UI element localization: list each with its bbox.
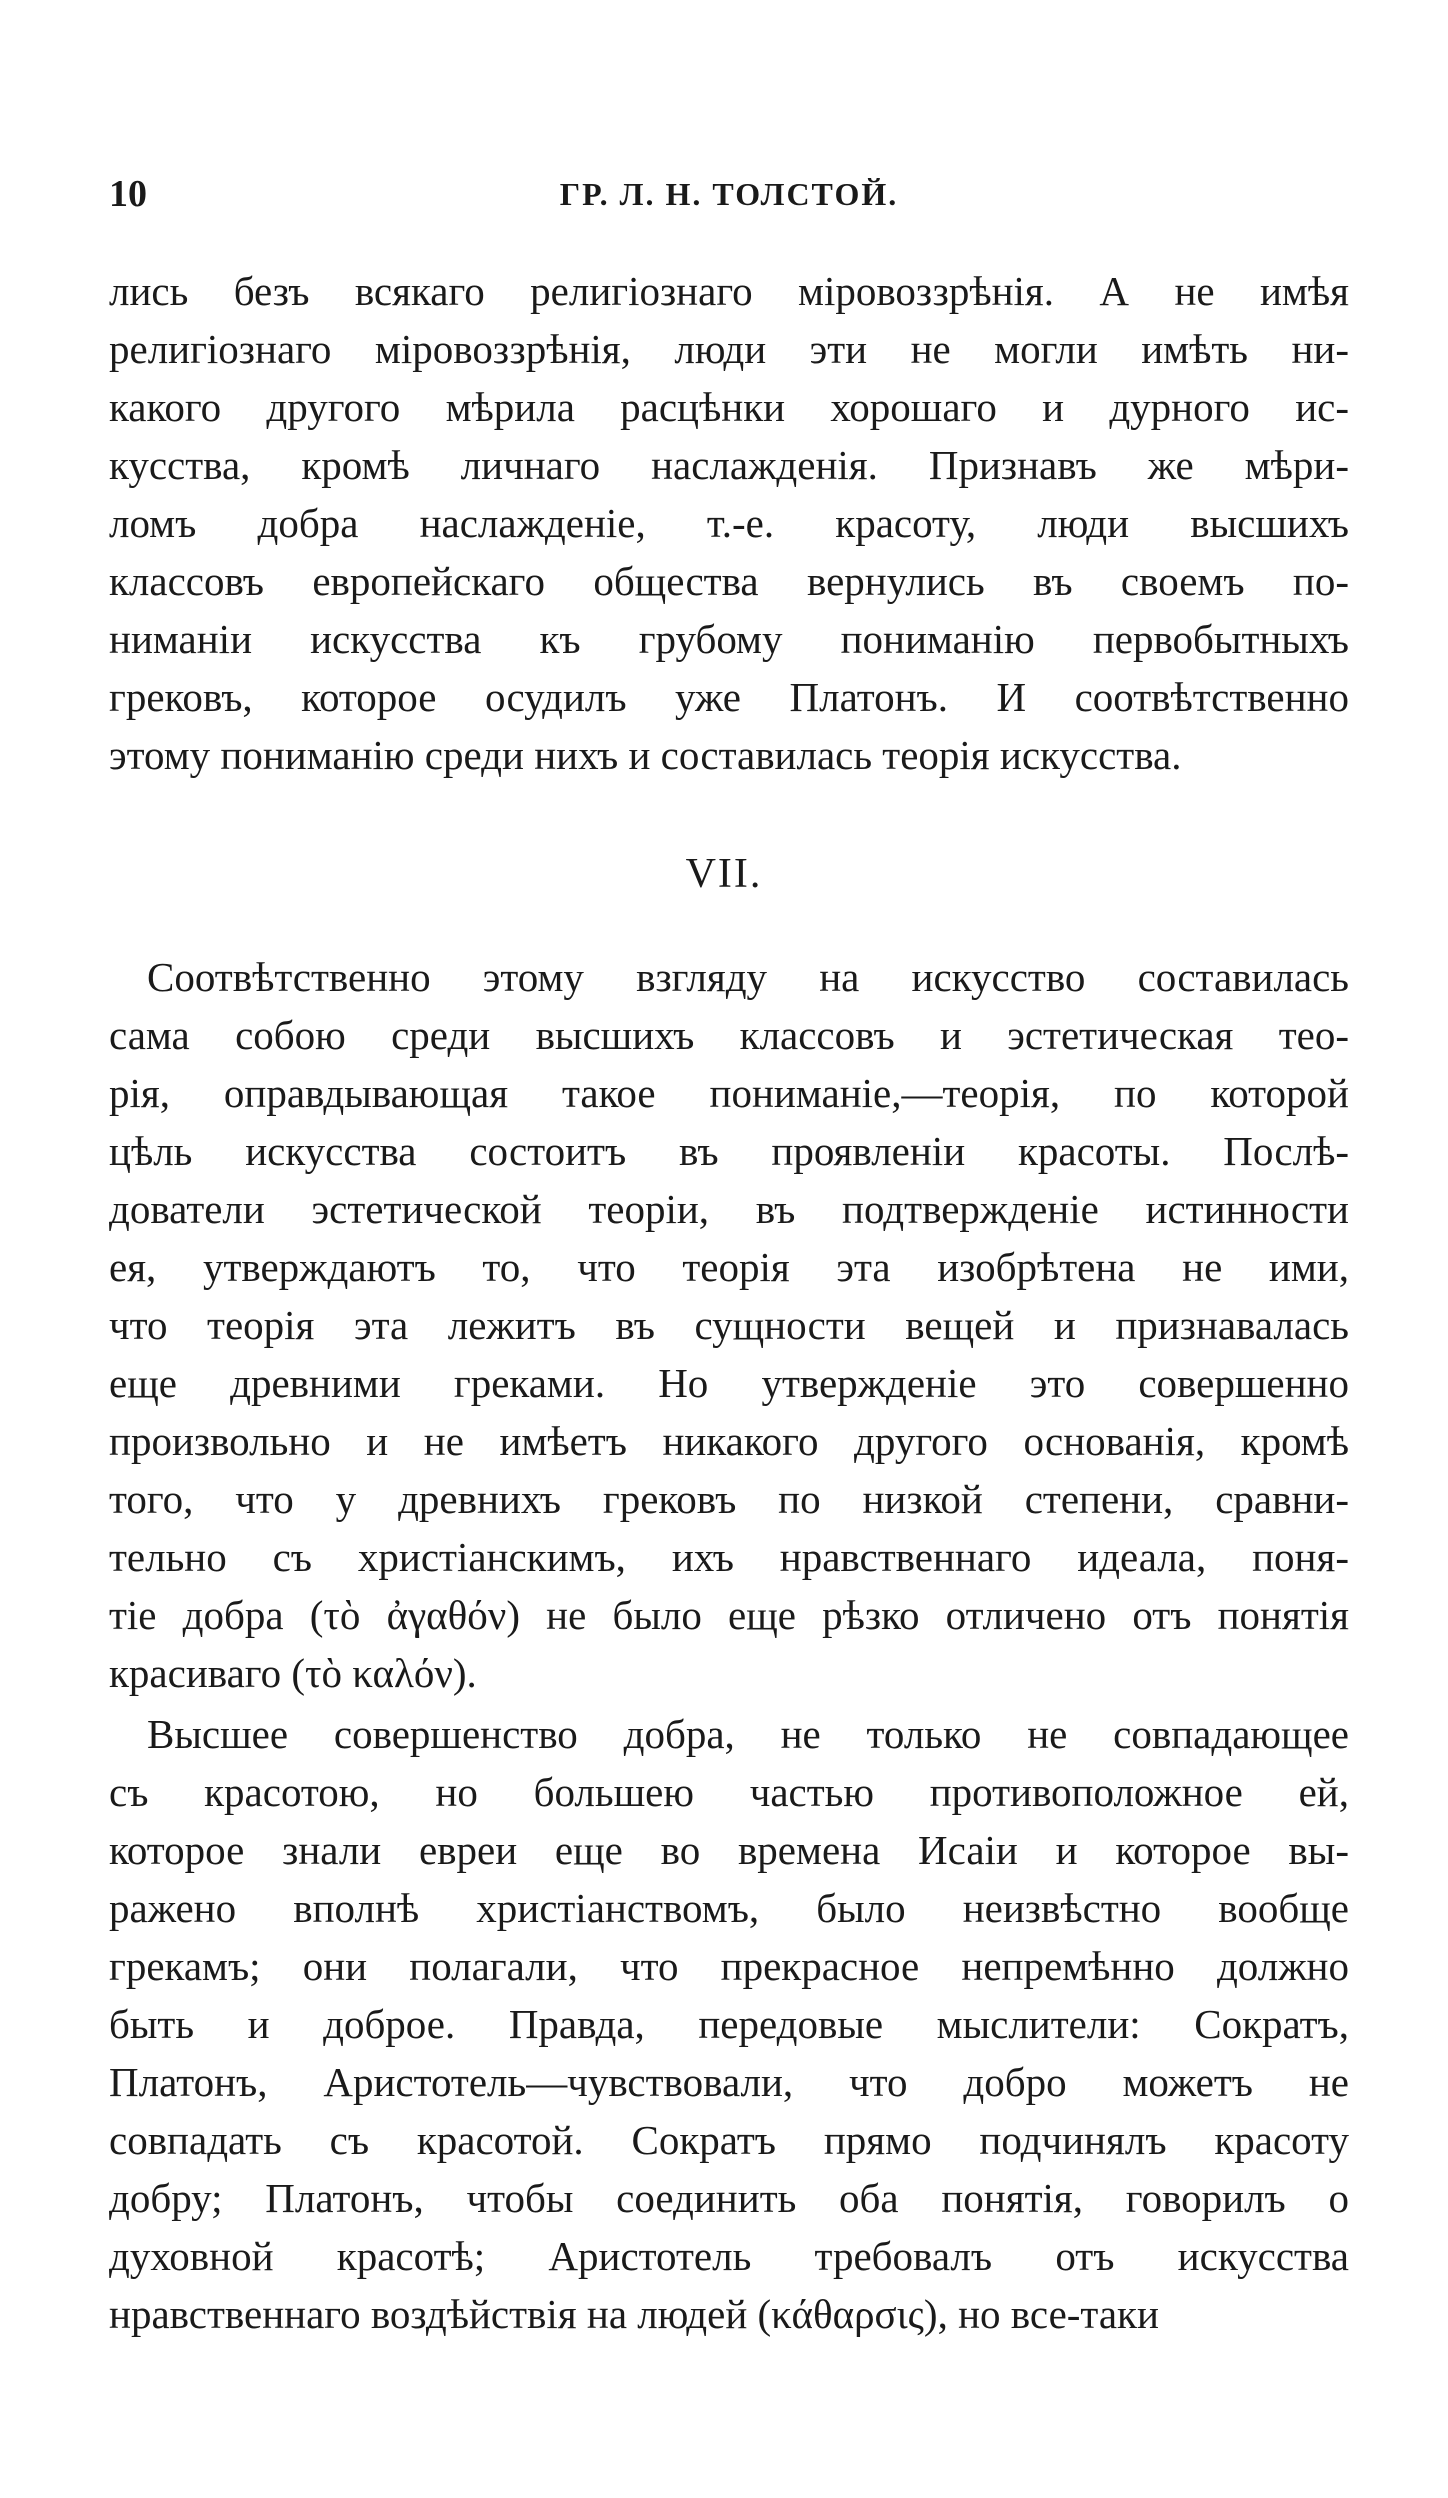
text-line: совпадать съ красотой. Сократъ прямо подчинялъ красоту: [109, 2117, 1349, 2163]
text-line: ниманiи искусства къ грубому пониманiю первобытныхъ: [109, 616, 1349, 662]
text-line: Высшее совершенство добра, не только не совпадающее: [147, 1711, 1349, 1757]
text-line: тельно съ христiанскимъ, ихъ нравственнаго идеала, поня-: [109, 1534, 1349, 1580]
text-line: какого другого мѣрила расцѣнки хорошаго и дурного ис-: [109, 384, 1349, 430]
text-line: лись безъ всякаго религiознаго мiровоззрѣнiя. А не имѣя: [109, 268, 1349, 314]
text-line: духовной красотѣ; Аристотель требовалъ отъ искусства: [109, 2233, 1349, 2279]
text-line: ломъ добра наслажденiе, т.-е. красоту, люди высшихъ: [109, 500, 1349, 546]
text-line: съ красотою, но большею частью противоположное ей,: [109, 1769, 1349, 1815]
text-line: произвольно и не имѣетъ никакого другого основанiя, кромѣ: [109, 1418, 1349, 1464]
paragraph-1: [109, 262, 1349, 784]
text-line: добру; Платонъ, чтобы соединить оба понятiя, говорилъ о: [109, 2175, 1349, 2221]
text-line: нравственнаго воздѣйствiя на людей (κάθαρσις), но все-таки: [109, 2291, 1159, 2337]
text-line: что теорiя эта лежитъ въ сущности вещей и признавалась: [109, 1302, 1349, 1348]
text-line: классовъ европейскаго общества вернулись въ своемъ по-: [109, 558, 1349, 604]
running-title: ГР. Л. Н. ТОЛСТОЙ.: [559, 176, 899, 212]
text-line: ражено вполнѣ христiанствомъ, было неизвѣстно вообще: [109, 1885, 1349, 1931]
text-line: этому пониманiю среди нихъ и составилась теорiя искусства.: [109, 732, 1182, 778]
text-line: религiознаго мiровоззрѣнiя, люди эти не могли имѣть ни-: [109, 326, 1349, 372]
text-line: грековъ, которое осудилъ уже Платонъ. И соотвѣтственно: [109, 674, 1349, 720]
text-line: быть и доброе. Правда, передовые мыслители: Сократъ,: [109, 2001, 1349, 2047]
text-line: еще древними греками. Но утвержденiе это совершенно: [109, 1360, 1349, 1406]
text-line: грекамъ; они полагали, что прекрасное непремѣнно должно: [109, 1943, 1349, 1989]
page-number: 10: [109, 173, 147, 215]
chapter-heading: VII.: [685, 851, 763, 897]
text-line: красиваго (τὸ καλόν).: [109, 1650, 477, 1696]
paragraph-3: [109, 1705, 1349, 2343]
text-line: которое знали евреи еще во времена Исаiи и которое вы-: [109, 1827, 1349, 1873]
paragraph-2: [109, 948, 1349, 1702]
text-line: рiя, оправдывающая такое пониманiе,—теорiя, по которой: [109, 1070, 1349, 1116]
text-line: Соотвѣтственно этому взгляду на искусство составилась: [147, 954, 1349, 1000]
text-line: того, что у древнихъ грековъ по низкой степени, сравни-: [109, 1476, 1349, 1522]
text-line: цѣль искусства состоитъ въ проявленiи красоты. Послѣ-: [109, 1128, 1349, 1174]
text-line: сама собою среди высшихъ классовъ и эстетическая тео-: [109, 1012, 1349, 1058]
text-line: дователи эстетической теорiи, въ подтвержденiе истинности: [109, 1186, 1349, 1232]
text-line: ея, утверждаютъ то, что теорiя эта изобрѣтена не ими,: [109, 1244, 1349, 1290]
text-line: тiе добра (τὸ ἀγαθόν) не было еще рѣзко отличено отъ понятiя: [109, 1592, 1349, 1638]
text-line: Платонъ, Аристотель—чувствовали, что добро можетъ не: [109, 2059, 1349, 2105]
page-header: [109, 172, 1349, 220]
text-line: кусства, кромѣ личнаго наслажденiя. Признавъ же мѣри-: [109, 442, 1349, 488]
